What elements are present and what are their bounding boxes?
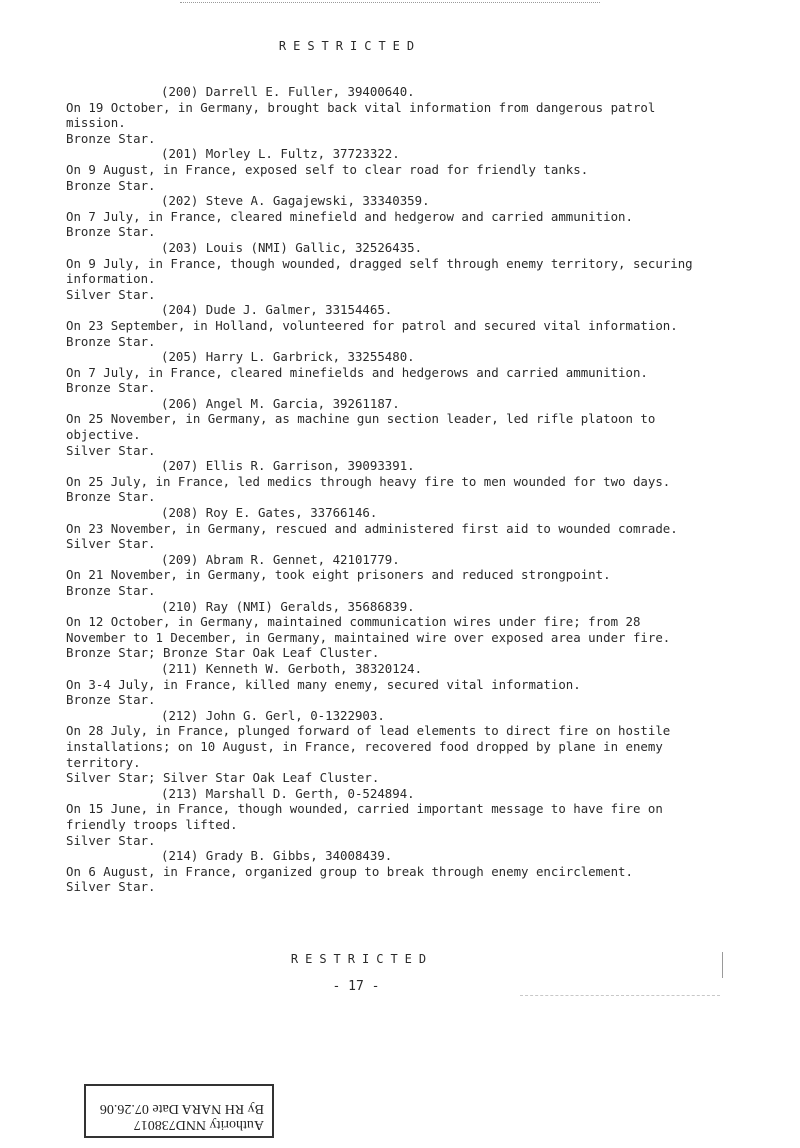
- stamp-date-line: By RH NARA Date 07.26.06: [99, 1101, 264, 1116]
- citation-text: On 6 August, in France, organized group to break through enemy encirclement.: [66, 863, 633, 879]
- citation-heading: (207) Ellis R. Garrison, 39093391.: [161, 458, 415, 474]
- citation-entry: [66, 552, 706, 599]
- citation-award: Bronze Star.: [66, 583, 156, 598]
- citation-award: Silver Star.: [66, 879, 156, 895]
- citation-award: Bronze Star.: [66, 489, 156, 505]
- citation-award: Bronze Star.: [66, 130, 156, 146]
- citation-entry: [66, 302, 706, 349]
- citation-heading: (206) Angel M. Garcia, 39261187.: [161, 395, 400, 411]
- citation-heading: (205) Harry L. Garbrick, 33255480.: [161, 349, 415, 365]
- margin-mark: [722, 952, 723, 978]
- citation-entry: [66, 84, 706, 146]
- citation-entry: [66, 349, 706, 396]
- citation-award: Bronze Star; Bronze Star Oak Leaf Cluster.: [66, 645, 380, 661]
- citation-text: On 23 September, in Holland, volunteered for patrol and secured vital information.: [66, 317, 678, 333]
- page-number: - 17 -: [332, 979, 380, 994]
- citation-entry: [66, 458, 706, 505]
- citation-award: Silver Star.: [66, 286, 156, 302]
- citation-entry: [66, 848, 706, 895]
- citation-text: On 7 July, in France, cleared minefields and hedgerows and carried ammunition.: [66, 364, 648, 380]
- citation-heading: (214) Grady B. Gibbs, 34008439.: [161, 848, 393, 864]
- citation-award: Silver Star.: [66, 832, 156, 848]
- citation-text: On 28 July, in France, plunged forward of lead elements to direct fire on hostile installations; on 10 August, in France, recovered food dropped by plane in enemy territory.: [66, 723, 671, 770]
- citation-entry: [66, 396, 706, 458]
- citation-entry: [66, 661, 706, 708]
- citation-entry: [66, 599, 706, 661]
- citation-award: Bronze Star.: [66, 333, 156, 349]
- scan-dash-line: [520, 995, 720, 996]
- citation-entry: [66, 505, 706, 552]
- citation-award: Silver Star.: [66, 442, 156, 458]
- citation-text: On 9 July, in France, though wounded, dragged self through enemy territory, securing information.: [66, 255, 693, 287]
- citation-text: On 23 November, in Germany, rescued and administered first aid to wounded comrade.: [66, 520, 678, 536]
- top-scan-line: [180, 2, 600, 5]
- citation-award: Silver Star; Silver Star Oak Leaf Cluster.: [66, 770, 380, 786]
- citation-text: On 15 June, in France, though wounded, carried important message to have fire on friendly troops lifted.: [66, 801, 663, 832]
- citation-heading: (210) Ray (NMI) Geralds, 35686839.: [161, 598, 415, 614]
- citation-award: Bronze Star.: [66, 380, 156, 396]
- citation-entry: [66, 708, 706, 786]
- citation-award: Bronze Star.: [66, 224, 156, 240]
- citation-heading: (209) Abram R. Gennet, 42101779.: [161, 551, 400, 567]
- citation-award: Silver Star.: [66, 536, 156, 552]
- citation-heading: (200) Darrell E. Fuller, 39400640.: [161, 84, 415, 99]
- citation-text: On 25 November, in Germany, as machine gun section leader, led rifle platoon to objective.: [66, 411, 656, 443]
- restricted-header: RESTRICTED: [278, 39, 422, 53]
- citation-heading: (212) John G. Gerl, 0-1322903.: [161, 707, 385, 723]
- citation-text: On 3-4 July, in France, killed many enemy, secured vital information.: [66, 676, 581, 692]
- citation-heading: (204) Dude J. Galmer, 33154465.: [161, 302, 393, 318]
- citation-text: On 12 October, in Germany, maintained communication wires under fire; from 28 November to 1 December, in Germany, maintained wire over exposed area under fire.: [66, 614, 671, 645]
- citation-entry: [66, 786, 706, 848]
- citation-text: On 21 November, in Germany, took eight prisoners and reduced strongpoint.: [66, 567, 611, 583]
- citation-heading: (202) Steve A. Gagajewski, 33340359.: [161, 193, 430, 209]
- citation-heading: (213) Marshall D. Gerth, 0-524894.: [161, 785, 415, 801]
- citation-award: Bronze Star.: [66, 177, 156, 193]
- citation-text: On 7 July, in France, cleared minefield and hedgerow and carried ammunition.: [66, 208, 633, 224]
- citation-heading: (208) Roy E. Gates, 33766146.: [161, 505, 378, 521]
- citation-award: Bronze Star.: [66, 692, 156, 708]
- citation-heading: (211) Kenneth W. Gerboth, 38320124.: [161, 660, 423, 676]
- stamp-authority-line: Authority NND738017: [133, 1117, 264, 1132]
- citation-list: [66, 84, 706, 895]
- citation-text: On 19 October, in Germany, brought back vital information from dangerous patrol mission.: [66, 99, 656, 131]
- citation-entry: [66, 240, 706, 302]
- citation-heading: (201) Morley L. Fultz, 37723322.: [161, 146, 400, 162]
- citation-heading: (203) Louis (NMI) Gallic, 32526435.: [161, 239, 423, 255]
- citation-entry: [66, 146, 706, 193]
- citation-entry: [66, 193, 706, 240]
- restricted-footer: RESTRICTED: [290, 952, 434, 966]
- citation-text: On 9 August, in France, exposed self to clear road for friendly tanks.: [66, 161, 589, 177]
- declassification-stamp: [84, 1084, 274, 1138]
- citation-text: On 25 July, in France, led medics through heavy fire to men wounded for two days.: [66, 473, 671, 489]
